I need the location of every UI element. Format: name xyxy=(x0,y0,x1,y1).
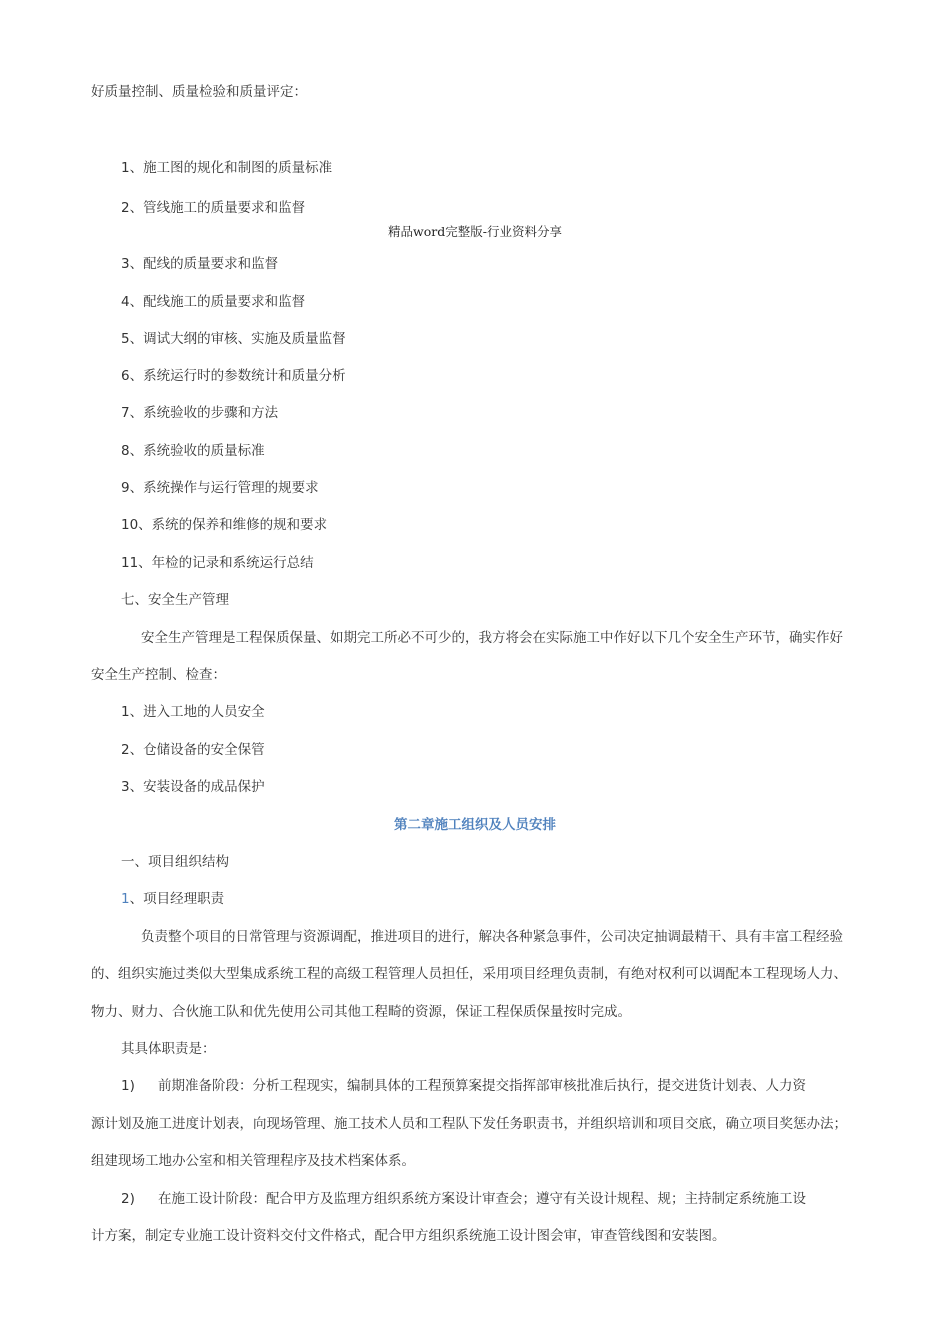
quality-item-3: 3、配线的质量要求和监督 xyxy=(121,256,279,272)
duty-1-number: 1) xyxy=(121,1078,135,1094)
safety-para-line-2: 安全生产控制、检查： xyxy=(91,667,226,683)
safety-heading: 七、安全生产管理 xyxy=(121,592,229,608)
chapter-title: 第二章施工组织及人员安排 xyxy=(394,817,556,833)
quality-item-7: 7、系统验收的步骤和方法 xyxy=(121,405,279,421)
quality-item-6: 6、系统运行时的参数统计和质量分析 xyxy=(121,368,346,384)
duty-2-line-1: 在施工设计阶段：配合甲方及监理方组织系统方案设计审查会；遵守有关设计规程、规；主持制定系统施工设 xyxy=(158,1191,806,1207)
safety-para-line-1: 安全生产管理是工程保质保量、如期完工所必不可少的，我方将会在实际施工中作好以下几个安全生产环节，确实作好 xyxy=(141,630,843,646)
duty-1-line-3: 组建现场工地办公室和相关管理程序及技术档案体系。 xyxy=(91,1153,415,1169)
section-heading: 一、项目组织结构 xyxy=(121,854,229,870)
quality-item-11: 11、年检的记录和系统运行总结 xyxy=(121,555,314,571)
subsection-heading xyxy=(121,889,224,909)
safety-item-1: 1、进入工地的人员安全 xyxy=(121,704,265,720)
pm-para-line-2: 的、组织实施过类似大型集成系统工程的高级工程管理人员担任，采用项目经理负责制，有绝对权利可以调配本工程现场人力、 xyxy=(91,966,847,982)
pm-para-line-3: 物力、财力、合伙施工队和优先使用公司其他工程畸的资源，保证工程保质保量按时完成。 xyxy=(91,1004,631,1020)
quality-item-8: 8、系统验收的质量标准 xyxy=(121,443,265,459)
quality-item-1: 1、施工图的规化和制图的质量标准 xyxy=(121,160,333,176)
watermark-text: 精品word完整版-行业资料分享 xyxy=(388,224,562,239)
duty-2-line-2: 计方案，制定专业施工设计资料交付文件格式，配合甲方组织系统施工设计图会审，审查管线图和安装图。 xyxy=(91,1228,726,1244)
quality-item-2: 2、管线施工的质量要求和监督 xyxy=(121,200,306,216)
intro-fragment: 好质量控制、质量检验和质量评定： xyxy=(91,84,307,100)
quality-item-4: 4、配线施工的质量要求和监督 xyxy=(121,294,306,310)
safety-item-3: 3、安装设备的成品保护 xyxy=(121,779,265,795)
duties-heading: 其具体职责是： xyxy=(121,1041,216,1057)
duty-1-line-1: 前期准备阶段：分析工程现实，编制具体的工程预算案提交指挥部审核批准后执行，提交进货计划表、人力资 xyxy=(158,1078,806,1094)
quality-item-5: 5、调试大纲的审核、实施及质量监督 xyxy=(121,331,346,347)
quality-item-10: 10、系统的保养和维修的规和要求 xyxy=(121,517,328,533)
pm-para-line-1: 负责整个项目的日常管理与资源调配，推进项目的进行，解决各种紧急事件，公司决定抽调最精干、具有丰富工程经验 xyxy=(141,929,843,945)
quality-item-9: 9、系统操作与运行管理的规要求 xyxy=(121,480,319,496)
duty-1-line-2: 源计划及施工进度计划表，向现场管理、施工技术人员和工程队下发任务职责书，并组织培训和项目交底，确立项目奖惩办法； xyxy=(91,1116,847,1132)
safety-item-2: 2、仓储设备的安全保管 xyxy=(121,742,265,758)
subsection-number: 1 xyxy=(121,891,130,907)
subsection-title: 、项目经理职责 xyxy=(129,891,225,907)
duty-2-number: 2) xyxy=(121,1191,135,1207)
